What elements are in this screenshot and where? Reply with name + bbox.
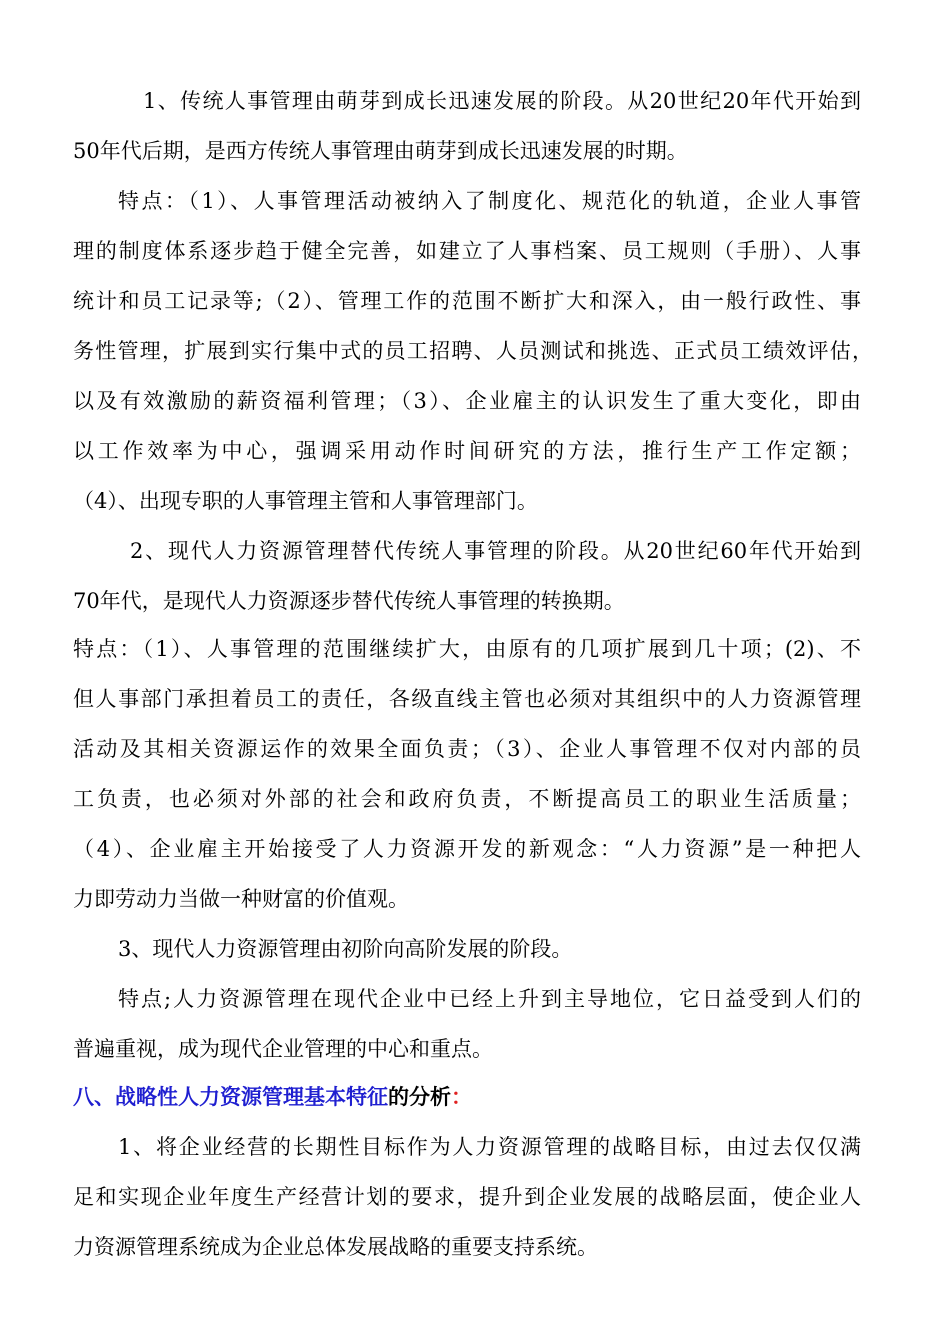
paragraph-line: 理的制度体系逐步趋于健全完善，如建立了人事档案、员工规则（手册）、人事 — [73, 239, 861, 263]
paragraph-line: （4）、企业雇主开始接受了人力资源开发的新观念：“人力资源”是一种把人 — [73, 837, 861, 861]
paragraph-line: 1、将企业经营的长期性目标作为人力资源管理的战略目标，由过去仅仅满 — [118, 1135, 861, 1159]
paragraph-line: 工负责，也必须对外部的社会和政府负责，不断提高员工的职业生活质量； — [73, 787, 861, 811]
paragraph-line: 普遍重视，成为现代企业管理的中心和重点。 — [73, 1037, 493, 1061]
paragraph-line: 70年代，是现代人力资源逐步替代传统人事管理的转换期。 — [73, 589, 625, 613]
paragraph-line: 3、现代人力资源管理由初阶向高阶发展的阶段。 — [118, 937, 573, 961]
paragraph-line: 以及有效激励的薪资福利管理；（3）、企业雇主的认识发生了重大变化，即由 — [73, 389, 861, 413]
paragraph-line: 特点;人力资源管理在现代企业中已经上升到主导地位，它日益受到人们的 — [118, 987, 861, 1011]
paragraph-line: 足和实现企业年度生产经营计划的要求，提升到企业发展的战略层面，使企业人 — [73, 1185, 861, 1209]
heading-suffix: 的分析 — [388, 1084, 451, 1109]
paragraph-line: 2、现代人力资源管理替代传统人事管理的阶段。从20世纪60年代开始到 — [130, 539, 861, 563]
paragraph-line: 统计和员工记录等;（2）、管理工作的范围不断扩大和深入，由一般行政性、事 — [73, 289, 861, 313]
heading-colon: ： — [451, 1084, 472, 1109]
heading-title: 八、战略性人力资源管理基本特征 — [73, 1084, 388, 1109]
paragraph-line: 50年代后期，是西方传统人事管理由萌芽到成长迅速发展的时期。 — [73, 139, 688, 163]
paragraph-line: 活动及其相关资源运作的效果全面负责；（3）、企业人事管理不仅对内部的员 — [73, 737, 861, 761]
paragraph-line: 特点：（1）、人事管理活动被纳入了制度化、规范化的轨道，企业人事管 — [118, 189, 861, 213]
paragraph-line: 以工作效率为中心，强调采用动作时间研究的方法，推行生产工作定额； — [73, 439, 861, 463]
paragraph-line: 1、传统人事管理由萌芽到成长迅速发展的阶段。从20世纪20年代开始到 — [143, 89, 861, 113]
paragraph-line: 特点：（1）、人事管理的范围继续扩大，由原有的几项扩展到几十项；(2)、不 — [73, 637, 861, 661]
paragraph-line: 力资源管理系统成为企业总体发展战略的重要支持系统。 — [73, 1235, 598, 1259]
section-heading — [73, 1083, 472, 1111]
paragraph-line: 但人事部门承担着员工的责任，各级直线主管也必须对其组织中的人力资源管理 — [73, 687, 861, 711]
paragraph-line: 务性管理，扩展到实行集中式的员工招聘、人员测试和挑选、正式员工绩效评估， — [73, 339, 873, 363]
paragraph-line: 力即劳动力当做一种财富的价值观。 — [73, 887, 409, 911]
paragraph-line: （4）、出现专职的人事管理主管和人事管理部门。 — [73, 489, 538, 513]
